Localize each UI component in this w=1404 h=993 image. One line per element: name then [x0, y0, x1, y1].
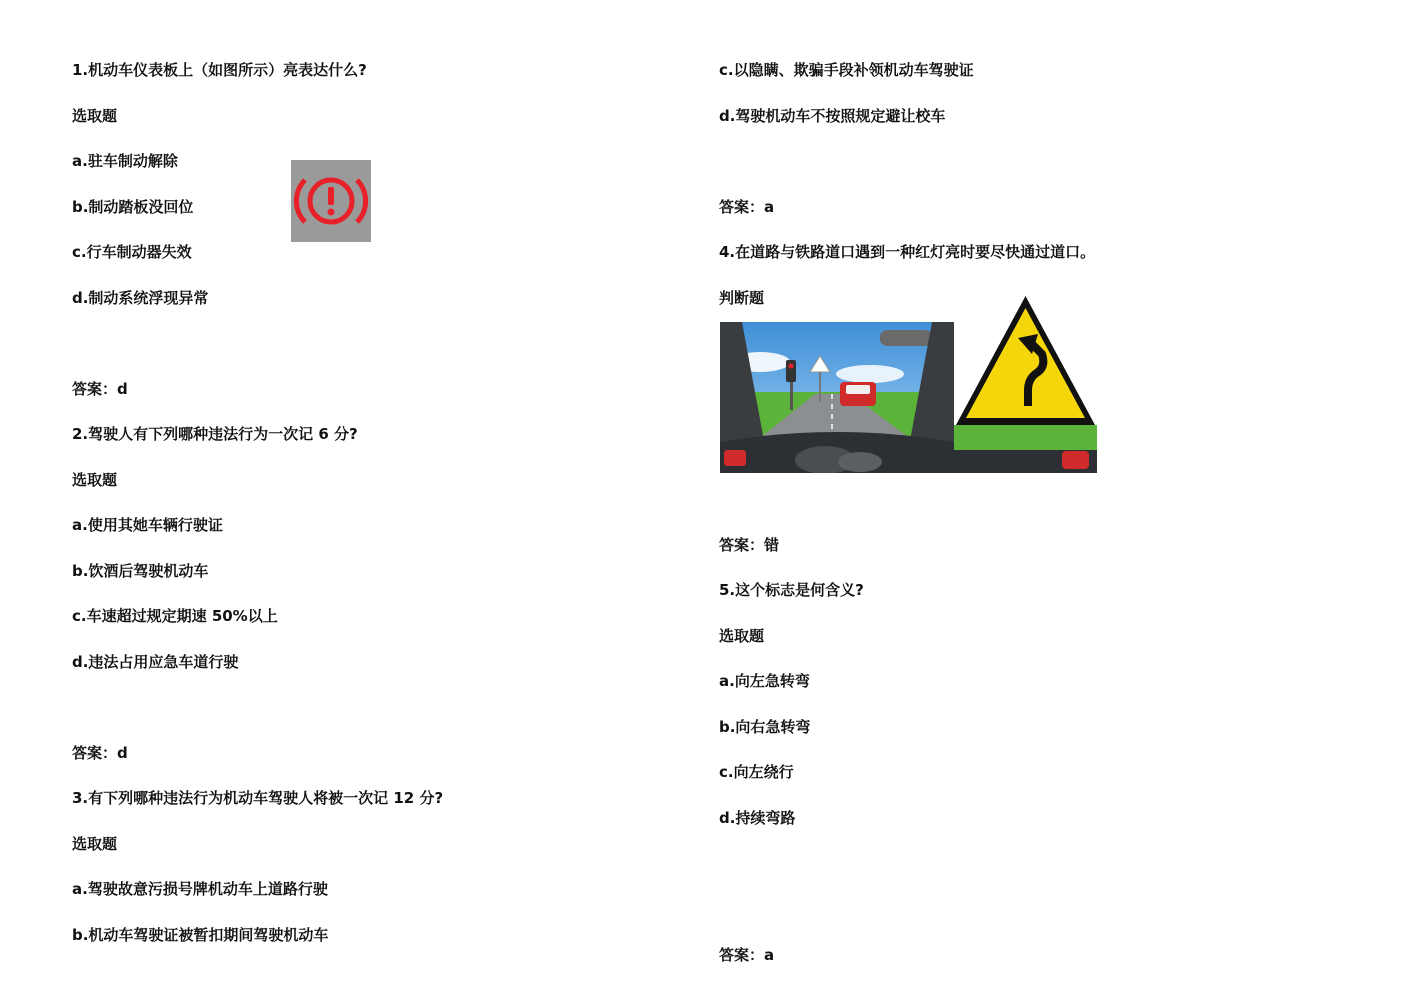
q2-option-c: c.车速超过规定期速 50%以上: [72, 607, 278, 625]
q5-type: 选取题: [719, 627, 765, 645]
q1-type: 选取题: [72, 107, 118, 125]
q1-option-b: b.制动踏板没回位: [72, 198, 194, 216]
q5-option-d: d.持续弯路: [719, 809, 796, 827]
grass-strip: [954, 425, 1097, 473]
q5-question: 5.这个标志是何含义?: [719, 581, 864, 599]
q5-option-c: c.向左绕行: [719, 763, 794, 781]
q3-option-c: c.以隐瞒、欺骗手段补领机动车驾驶证: [719, 61, 974, 79]
q1-answer: 答案：d: [72, 380, 128, 398]
q4-question: 4.在道路与铁路道口遇到一种红灯亮时要尽快通过道口。: [719, 243, 1096, 261]
q2-type: 选取题: [72, 471, 118, 489]
q5-option-a: a.向左急转弯: [719, 672, 810, 690]
brake-warning-icon: [291, 160, 371, 242]
q3-option-a: a.驾驶故意污损号牌机动车上道路行驶: [72, 880, 328, 898]
q5-option-b: b.向右急转弯: [719, 718, 811, 736]
q3-type: 选取题: [72, 835, 118, 853]
q1-question: 1.机动车仪表板上（如图所示）亮表达什么?: [72, 61, 367, 79]
q2-option-d: d.违法占用应急车道行驶: [72, 653, 239, 671]
q4-type: 判断题: [719, 289, 765, 307]
q1-option-d: d.制动系统浮现异常: [72, 289, 209, 307]
q2-option-a: a.使用其她车辆行驶证: [72, 516, 223, 534]
q3-option-d: d.驾驶机动车不按照规定避让校车: [719, 107, 946, 125]
q2-answer: 答案：d: [72, 744, 128, 762]
q4-answer: 答案：错: [719, 536, 780, 554]
q1-option-c: c.行车制动器失效: [72, 243, 192, 261]
q3-question: 3.有下列哪种违法行为机动车驾驶人将被一次记 12 分?: [72, 789, 444, 807]
reverse-curve-warning-sign-icon: [954, 294, 1097, 429]
q3-answer: 答案：a: [719, 198, 775, 216]
q2-option-b: b.饮酒后驾驶机动车: [72, 562, 209, 580]
q5-answer: 答案：a: [719, 946, 775, 964]
q1-option-a: a.驻车制动解除: [72, 152, 178, 170]
q3-option-b: b.机动车驾驶证被暂扣期间驾驶机动车: [72, 926, 329, 944]
driver-view-image: [720, 322, 954, 473]
q2-question: 2.驾驶人有下列哪种违法行为一次记 6 分?: [72, 425, 358, 443]
